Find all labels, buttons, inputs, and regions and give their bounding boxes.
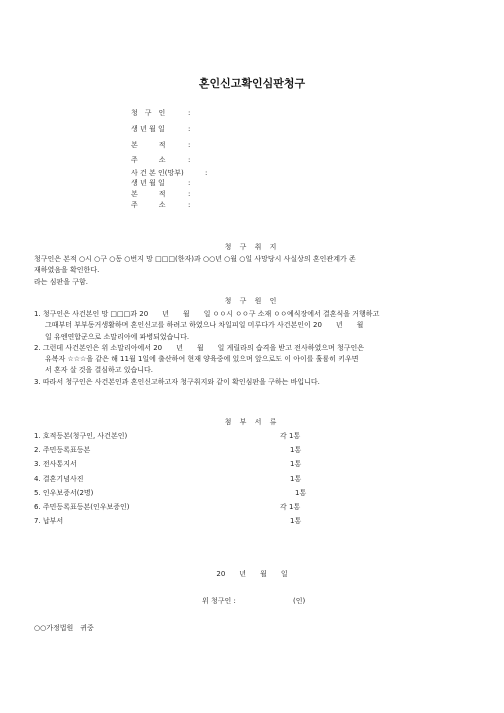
party-row (131, 178, 190, 189)
party-row (131, 140, 190, 151)
attachment-count: 각 1통 (280, 432, 301, 440)
court-addressee: ○○가정법원 귀중 (34, 624, 94, 632)
purpose-line: 라는 심판을 구함. (34, 277, 89, 286)
party-value: : (188, 201, 191, 209)
party-value: : (188, 141, 191, 149)
party-label: 사 건 본 인(망부) (131, 169, 184, 177)
attachment-item (34, 502, 334, 513)
party-row (131, 200, 190, 211)
party-value: : (188, 109, 191, 117)
date-line: 20 년 월 일 (216, 570, 288, 578)
party-label: 본 적 (131, 190, 166, 198)
party-row (131, 155, 190, 166)
party-label: 본 적 (131, 141, 166, 149)
cause-line: 일 유엔연합군으로 소말리아에 파병되었습니다. (45, 332, 190, 341)
purpose-body (34, 254, 474, 288)
party-label: 주 소 (131, 201, 166, 209)
cause-line: 그때부터 부부동거생활하며 혼인신고를 하려고 하였으나 차일피일 미루다가 사건본인이 20 년 월 (45, 321, 364, 330)
cause-line: 유복자 ☆☆☆을 같은 해 11월 1일에 출산하여 현재 양육중에 있으며 앞으로도 이 아이를 훌륭히 키우면 (45, 355, 359, 364)
party-label: 청 구 인 (131, 109, 166, 117)
attachment-count: 각 1통 (280, 503, 301, 511)
cause-line: 2. 그런데 사건본인은 위 소말리아에서 20 년 월 일 게릴라의 습격을 받고 전사하였으며 청구인은 (34, 343, 365, 352)
attachment-item (34, 516, 334, 527)
attachment-count: 1통 (290, 446, 302, 454)
attachment-item (34, 431, 334, 442)
party-value: : (188, 190, 191, 198)
attachment-item (34, 445, 334, 456)
party-value: : (188, 125, 191, 133)
purpose-line: 재하였음을 확인한다. (34, 266, 100, 275)
party-value: : (188, 156, 191, 164)
purpose-heading: 청 구 취 지 (224, 243, 280, 251)
party-label: 주 소 (131, 156, 166, 164)
attachment-name: 6. 주민등록표등본(인우보증인) (34, 503, 130, 511)
attachment-item (34, 474, 334, 485)
attachment-name: 3. 전사통지서 (34, 460, 77, 468)
cause-heading: 청 구 원 인 (224, 297, 280, 305)
attachment-count: 1통 (295, 489, 307, 497)
attachment-count: 1통 (290, 460, 302, 468)
cause-line: 1. 청구인은 사건본인 망 □□□과 20 년 월 일 ㅇㅇ시 ㅇㅇ구 소재 ㅇㅇ예식장에서 결혼식을 거행하고 (34, 310, 380, 318)
cause-body (34, 309, 474, 388)
signature-label: 위 청구인 : (202, 597, 236, 605)
attachment-name: 2. 주민등록표등본 (34, 446, 91, 454)
party-row (131, 124, 190, 135)
attachment-count: 1통 (290, 475, 302, 483)
cause-line: 3. 따라서 청구인은 사건본인과 혼인신고하고자 청구취지와 같이 확인심판을 구하는 바입니다. (34, 377, 320, 386)
seal-mark: (인) (293, 597, 306, 605)
purpose-line: 청구인은 본적 ○시 ○구 ○동 ○번지 망 □□□(한자)과 ○○년 ○월 ○일 사망당시 사실상의 혼인관계가 존 (34, 255, 356, 263)
party-row (131, 189, 190, 200)
cause-line: 서 혼자 살 것을 결심하고 있습니다. (45, 366, 154, 375)
page-title: 혼인신고확인심판청구 (198, 77, 306, 90)
attachments-heading: 첨 부 서 류 (224, 418, 280, 426)
attachment-name: 4. 결혼기념사진 (34, 475, 84, 483)
attachment-item (34, 488, 334, 499)
attachment-item (34, 459, 334, 470)
party-value: : (188, 179, 191, 187)
attachment-name: 1. 호적등본(청구인, 사건본인) (34, 432, 128, 440)
party-value: : (205, 169, 208, 177)
party-label: 생 년 월 일 (131, 179, 165, 187)
attachment-count: 1통 (290, 517, 302, 525)
party-row (131, 108, 190, 119)
attachment-name: 7. 납부서 (34, 517, 64, 525)
party-label: 생 년 월 일 (131, 125, 165, 133)
attachment-name: 5. 인우보증서(2명) (34, 489, 94, 497)
